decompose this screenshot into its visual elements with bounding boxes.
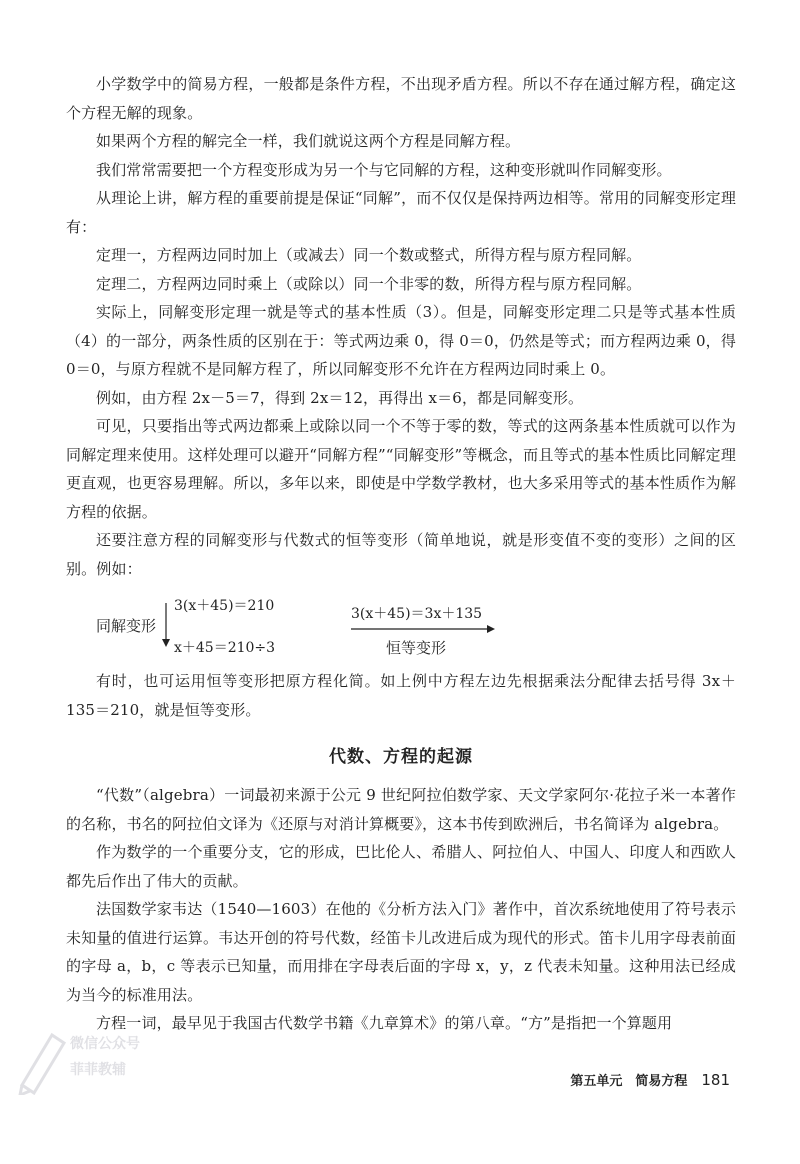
section-title: 代数、方程的起源: [329, 747, 473, 767]
watermark-line1: 微信公众号: [70, 1036, 140, 1052]
diagram-equation-divided: x＋45＝210÷3: [174, 640, 276, 656]
watermark-line2: 菲菲教辅: [70, 1062, 126, 1078]
paragraph-fangcheng: 方程一词，最早见于我国古代数学书籍《九章算术》的第八章。“方”是指把一个算题用: [96, 1014, 673, 1032]
equivalent-transform-label: 同解变形: [96, 617, 157, 635]
paragraph-example: 例如，由方程 2x－5＝7，得到 2x＝12，再得出 x＝6，都是同解变形。: [96, 388, 584, 407]
diagram-equation-original: 3(x＋45)＝210: [174, 598, 275, 614]
chapter-title: 第五单元 简易方程: [570, 1074, 688, 1089]
paragraph-algebra-branch: 作为数学的一个重要分支，它的形成，巴比伦人、希腊人、阿拉伯人、中国人、印度人和西欧人都先后作出了伟大的贡献。: [66, 843, 736, 890]
page-number: 181: [701, 1071, 730, 1089]
paragraph-equivalent-definition: 如果两个方程的解完全一样，我们就说这两个方程是同解方程。: [96, 132, 521, 150]
paragraph-theorem-one: 定理一，方程两边同时加上（或减去）同一个数或整式，所得方程与原方程同解。: [96, 246, 642, 264]
paragraph-in-fact: 实际上，同解变形定理一就是等式的基本性质（3）。但是，同解变形定理二只是等式基本性质（4）的一部分，两条性质的区别在于：等式两边乘 0，得 0＝0，仍然是等式；而方程两边乘 0，得 0＝0，与原方程就不是同解方程了，所以同解变形不允许在方程两边同时乘上 0。: [66, 303, 736, 378]
paragraph-thus: 可见，只要指出等式两边都乘上或除以同一个不等于零的数，等式的这两条基本性质就可以作为同解定理来使用。这样处理可以避开“同解方程”“同解变形”等概念，而且等式的基本性质比同解定理更直观，也更容易理解。所以，多年以来，即使是中学数学教材，也大多采用等式的基本性质作为解方程的依据。: [66, 417, 736, 521]
paragraph-algebra-origin: “代数”（algebra）一词最初来源于公元 9 世纪阿拉伯数学家、天文学家阿尔·花拉子米一本著作的名称，书名的阿拉伯文译为《还原与对消计算概要》，这本书传到欧洲后，书名简译为 algebra。: [66, 786, 736, 833]
paragraph-note-difference: 还要注意方程的同解变形与代数式的恒等变形（简单地说，就是形变值不变的变形）之间的区别。例如：: [66, 531, 736, 578]
paragraph-theorem-two: 定理二，方程两边同时乘上（或除以）同一个非零的数，所得方程与原方程同解。: [96, 274, 642, 293]
right-arrow-head: [487, 625, 495, 633]
diagram-identity-equation: 3(x＋45)＝3x＋135: [351, 606, 483, 622]
down-arrow-head: [162, 639, 170, 647]
paragraph-simplify: 有时，也可运用恒等变形把原方程化简。如上例中方程左边先根据乘法分配律去括号得 3x＋135＝210，就是恒等变形。: [66, 672, 736, 719]
paragraph-theory: 从理论上讲，解方程的重要前提是保证“同解”，而不仅仅是保持两边相等。常用的同解变形定理有：: [66, 189, 736, 236]
watermark: [12, 1015, 172, 1135]
paragraph-vieta: 法国数学家韦达（1540—1603）在他的《分析方法入门》著作中，首次系统地使用了符号表示未知量的值进行运算。韦达开创的符号代数，经笛卡儿改进后成为现代的形式。笛卡儿用字母表前面的字母 a，b，c 等表示已知量，而用排在字母表后面的字母 x，y，z 代表未知量。这种用法已经成为当今的标准用法。: [66, 900, 736, 1004]
transform-diagram: [66, 589, 736, 663]
paragraph-simple-equation: 小学数学中的简易方程，一般都是条件方程，不出现矛盾方程。所以不存在通过解方程，确定这个方程无解的现象。: [66, 75, 736, 122]
page-footer: [570, 1070, 730, 1089]
paragraph-equivalent-transform: 我们常常需要把一个方程变形成为另一个与它同解的方程，这种变形就叫作同解变形。: [96, 160, 672, 179]
page-content: [66, 70, 736, 1038]
identity-transform-label: 恒等变形: [386, 639, 447, 657]
watermark-pencil-icon: [12, 1025, 72, 1095]
